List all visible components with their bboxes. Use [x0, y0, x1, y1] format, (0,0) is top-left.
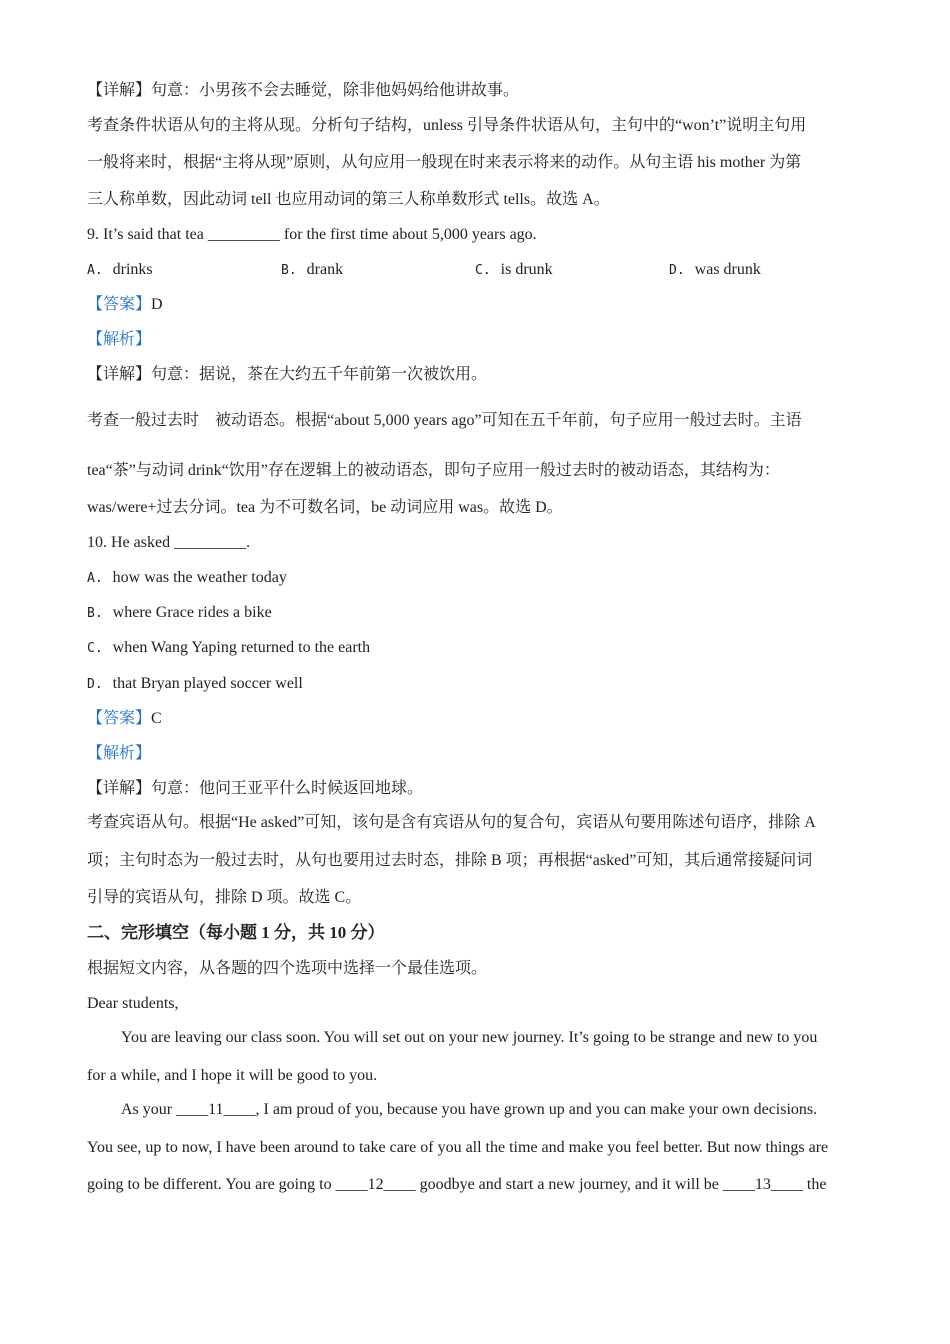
text-segment: As your: [121, 1101, 177, 1118]
option-text: how was the weather today: [112, 569, 287, 586]
section-instruction: 根据短文内容，从各题的四个选项中选择一个最佳选项。: [87, 960, 488, 977]
q8-detail-line-2: 考查条件状语从句的主将从现。分析句子结构，unless 引导条件状语从句，主句中的“won’t”说明主句用: [87, 117, 807, 134]
blank-12: ____12____: [335, 1176, 416, 1193]
option-text: was drunk: [694, 261, 761, 278]
paragraph-2-line-3: [87, 1175, 826, 1195]
q10-option-b: [87, 603, 272, 624]
q8-detail-line-1: 【详解】句意：小男孩不会去睡觉，除非他妈妈给他讲故事。: [87, 82, 520, 99]
q10-stem: 10. He asked _________.: [87, 534, 251, 551]
q10-detail-line-3: 项；主句时态为一般过去时，从句也要用过去时态，排除 B 项；再根据“asked”可知，其后通常接疑问词: [87, 852, 813, 869]
option-text: drank: [306, 261, 344, 278]
answer-value: D: [151, 296, 163, 313]
option-text: that Bryan played soccer well: [112, 675, 303, 692]
section-heading: 二、完形填空（每小题 1 分，共 10 分）: [87, 923, 385, 942]
q9-analysis-tag: 【解析】: [87, 331, 152, 348]
paragraph-2-line-1: [87, 1100, 817, 1120]
q10-option-d: [87, 674, 303, 695]
q8-detail-line-3: 一般将来时，根据“主将从现”原则，从句应用一般现在时来表示将来的动作。从句主语 his mother 为第: [87, 154, 802, 171]
answer-value: C: [151, 710, 162, 727]
q9-answer: [87, 295, 163, 315]
q9-option-d: [669, 260, 761, 281]
q10-detail-line-2: 考查宾语从句。根据“He asked”可知，该句是含有宾语从句的复合句，宾语从句要用陈述句语序，排除 A: [87, 814, 816, 831]
q9-detail-line-1: 【详解】句意：据说，茶在大约五千年前第一次被饮用。: [87, 366, 488, 383]
text-segment: going to be different. You are going to: [87, 1176, 336, 1193]
option-text: is drunk: [500, 261, 553, 278]
option-text: when Wang Yaping returned to the earth: [112, 639, 371, 656]
option-label: D.: [87, 677, 103, 692]
q9-stem: 9. It’s said that tea _________ for the first time about 5,000 years ago.: [87, 226, 537, 243]
option-label: A.: [87, 571, 103, 586]
option-label: B.: [87, 606, 103, 621]
q9-detail-line-4: was/were+过去分词。tea 为不可数名词，be 动词应用 was。故选 D。: [87, 499, 563, 516]
option-text: drinks: [112, 261, 153, 278]
q10-answer: [87, 709, 162, 729]
letter-greeting: Dear students,: [87, 995, 179, 1012]
q9-option-c: [475, 260, 553, 281]
option-label: D.: [669, 263, 685, 278]
option-label: B.: [281, 263, 297, 278]
q10-option-c: [87, 638, 370, 659]
q8-detail-line-4: 三人称单数，因此动词 tell 也应用动词的第三人称单数形式 tells。故选 A。: [87, 191, 610, 208]
text-segment: the: [802, 1176, 827, 1193]
q9-option-b: [281, 260, 343, 281]
q10-analysis-tag: 【解析】: [87, 745, 152, 762]
answer-tag: 【答案】: [87, 296, 152, 313]
paragraph-2-line-2: You see, up to now, I have been around to take care of you all the time and make you feel better. But now things are: [87, 1139, 829, 1156]
paragraph-1-line-1: You are leaving our class soon. You will set out on your new journey. It’s going to be strange and new to you: [121, 1029, 818, 1046]
blank-11: ____11____: [176, 1101, 256, 1118]
q10-detail-line-1: 【详解】句意：他问王亚平什么时候返回地球。: [87, 780, 424, 797]
text-segment: goodbye and start a new journey, and it will be: [415, 1176, 723, 1193]
q9-detail-line-2: 考查一般过去时 被动语态。根据“about 5,000 years ago”可知在五千年前，句子应用一般过去时。主语: [87, 412, 802, 429]
q9-detail-line-3: tea“茶”与动词 drink“饮用”存在逻辑上的被动语态，即句子应用一般过去时的被动语态，其结构为：: [87, 462, 780, 479]
q10-detail-line-4: 引导的宾语从句，排除 D 项。故选 C。: [87, 889, 362, 906]
answer-tag: 【答案】: [87, 710, 152, 727]
q9-option-a: [87, 260, 153, 281]
option-label: C.: [87, 641, 103, 656]
option-label: A.: [87, 263, 103, 278]
option-text: where Grace rides a bike: [112, 604, 272, 621]
text-segment: , I am proud of you, because you have grown up and you can make your own decisions.: [255, 1101, 818, 1118]
option-label: C.: [475, 263, 491, 278]
paragraph-1-line-2: for a while, and I hope it will be good to you.: [87, 1067, 378, 1084]
blank-13: ____13____: [722, 1176, 803, 1193]
q10-option-a: [87, 568, 287, 589]
